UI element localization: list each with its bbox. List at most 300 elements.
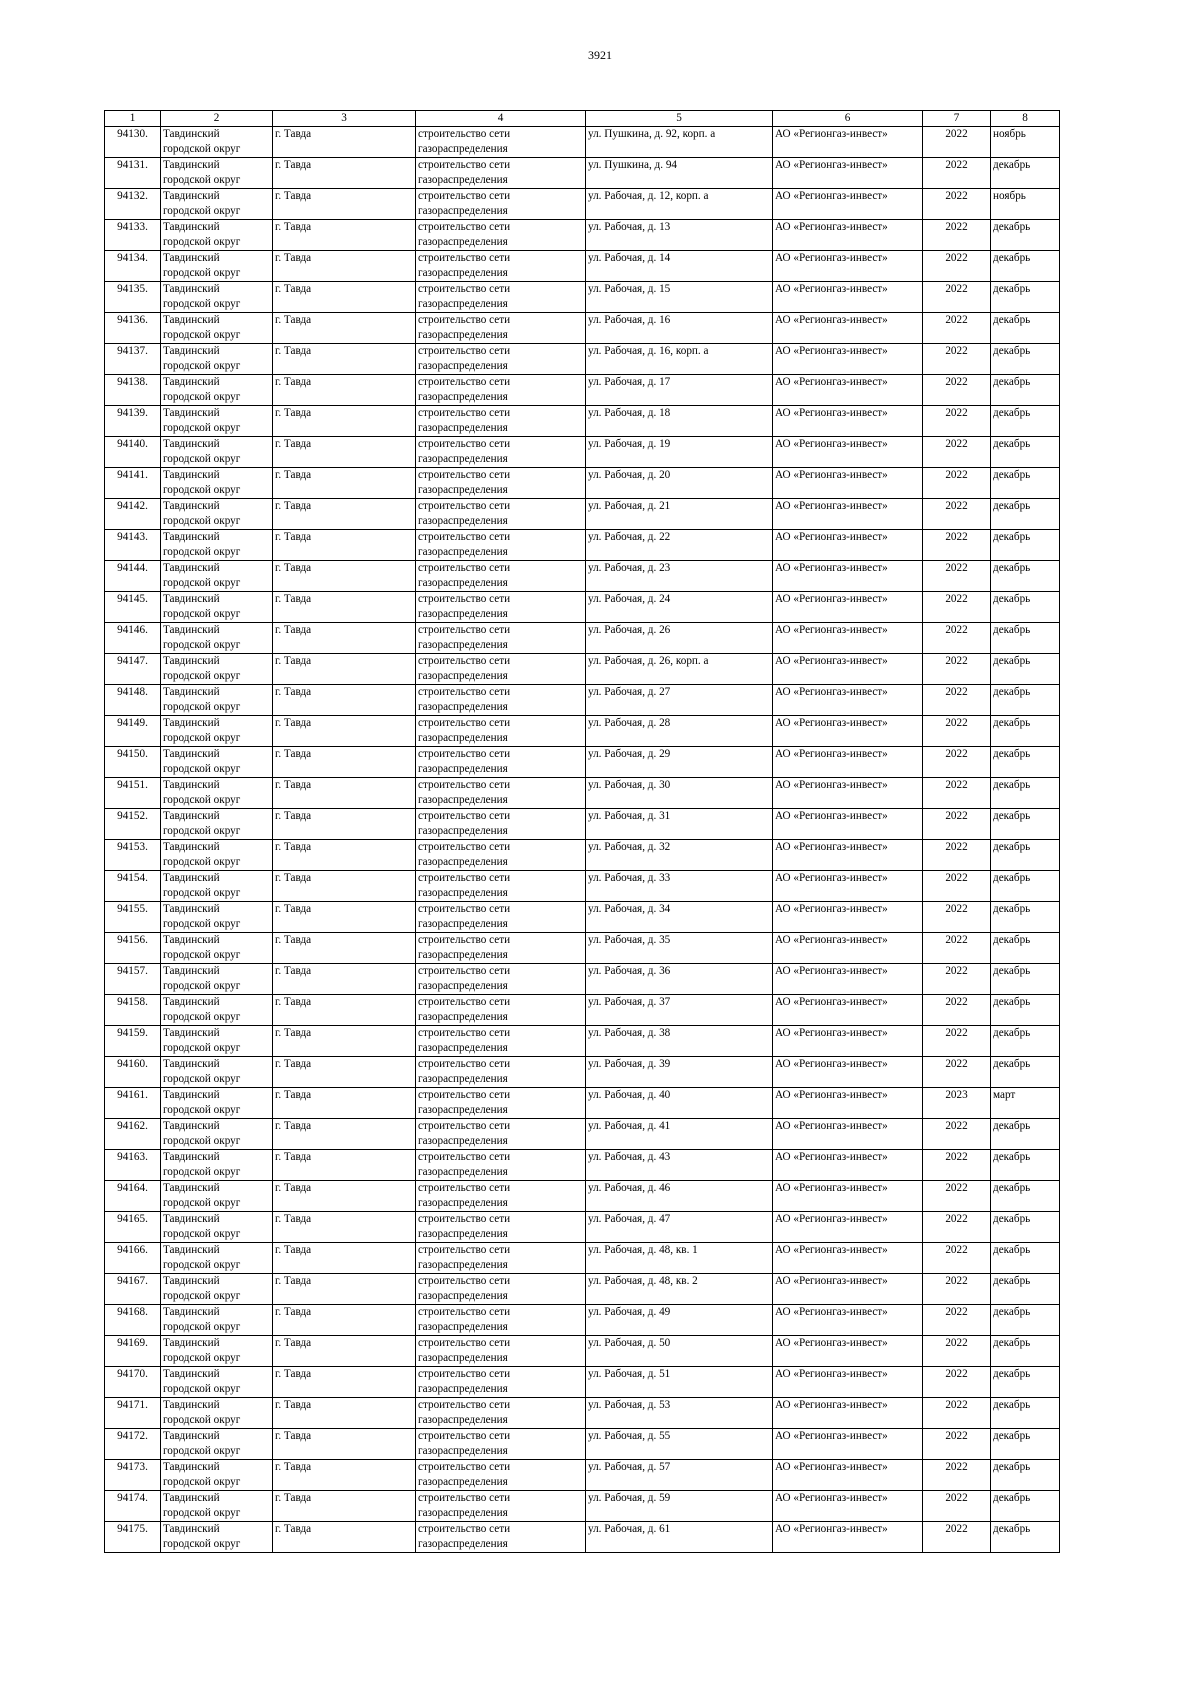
work-type-cell <box>416 1057 586 1088</box>
cell-line: газораспределения <box>418 515 508 527</box>
cell-line: Тавдинский <box>163 934 220 946</box>
month-cell: декабрь <box>991 995 1060 1026</box>
cell-line: газораспределения <box>418 825 508 837</box>
address-cell: ул. Рабочая, д. 15 <box>586 282 773 313</box>
table-row <box>105 1336 1060 1367</box>
district-cell <box>161 530 273 561</box>
row-number-cell: 94161. <box>105 1088 161 1119</box>
cell-line: Тавдинский <box>163 128 220 140</box>
address-cell: ул. Рабочая, д. 40 <box>586 1088 773 1119</box>
address-cell: ул. Рабочая, д. 55 <box>586 1429 773 1460</box>
district-cell <box>161 685 273 716</box>
cell-line: строительство сети <box>418 655 511 667</box>
cell-line: газораспределения <box>418 236 508 248</box>
month-cell: декабрь <box>991 623 1060 654</box>
cell-line: строительство сети <box>418 996 511 1008</box>
cell-line: Тавдинский <box>163 1089 220 1101</box>
address-cell: ул. Рабочая, д. 41 <box>586 1119 773 1150</box>
year-cell: 2022 <box>923 437 991 468</box>
table-row <box>105 592 1060 623</box>
cell-line: городской округ <box>163 639 241 651</box>
organization-cell: АО «Регионгаз-инвест» <box>773 809 923 840</box>
row-number-cell: 94135. <box>105 282 161 313</box>
cell-line: строительство сети <box>418 686 511 698</box>
month-cell: декабрь <box>991 933 1060 964</box>
district-cell <box>161 1336 273 1367</box>
address-cell: ул. Рабочая, д. 21 <box>586 499 773 530</box>
cell-line: строительство сети <box>418 934 511 946</box>
month-cell: декабрь <box>991 561 1060 592</box>
row-number-cell: 94152. <box>105 809 161 840</box>
locality-cell: г. Тавда <box>273 468 416 499</box>
column-header: 3 <box>273 111 416 127</box>
district-cell <box>161 468 273 499</box>
district-cell <box>161 220 273 251</box>
work-type-cell <box>416 1274 586 1305</box>
cell-line: газораспределения <box>418 980 508 992</box>
work-type-cell <box>416 375 586 406</box>
table-row <box>105 313 1060 344</box>
year-cell: 2022 <box>923 1398 991 1429</box>
district-cell <box>161 1212 273 1243</box>
table-body <box>105 111 1060 1553</box>
month-cell: декабрь <box>991 871 1060 902</box>
row-number-cell: 94143. <box>105 530 161 561</box>
row-number-cell: 94145. <box>105 592 161 623</box>
locality-cell: г. Тавда <box>273 747 416 778</box>
locality-cell: г. Тавда <box>273 1429 416 1460</box>
column-number-row <box>105 111 1060 127</box>
year-cell: 2022 <box>923 499 991 530</box>
locality-cell: г. Тавда <box>273 561 416 592</box>
address-cell: ул. Пушкина, д. 92, корп. а <box>586 127 773 158</box>
table-row <box>105 499 1060 530</box>
organization-cell: АО «Регионгаз-инвест» <box>773 1181 923 1212</box>
cell-line: Тавдинский <box>163 1368 220 1380</box>
column-header: 8 <box>991 111 1060 127</box>
table-row <box>105 995 1060 1026</box>
district-cell <box>161 623 273 654</box>
year-cell: 2022 <box>923 747 991 778</box>
organization-cell: АО «Регионгаз-инвест» <box>773 964 923 995</box>
page-number: 3921 <box>588 48 612 62</box>
cell-line: Тавдинский <box>163 810 220 822</box>
cell-line: городской округ <box>163 670 241 682</box>
cell-line: Тавдинский <box>163 190 220 202</box>
cell-line: строительство сети <box>418 593 511 605</box>
locality-cell: г. Тавда <box>273 809 416 840</box>
organization-cell: АО «Регионгаз-инвест» <box>773 778 923 809</box>
cell-line: Тавдинский <box>163 159 220 171</box>
cell-line: газораспределения <box>418 732 508 744</box>
table-row <box>105 1274 1060 1305</box>
cell-line: газораспределения <box>418 918 508 930</box>
cell-line: городской округ <box>163 391 241 403</box>
month-cell: декабрь <box>991 530 1060 561</box>
organization-cell: АО «Регионгаз-инвест» <box>773 1212 923 1243</box>
cell-line: городской округ <box>163 1445 241 1457</box>
month-cell: декабрь <box>991 1460 1060 1491</box>
locality-cell: г. Тавда <box>273 1367 416 1398</box>
month-cell: декабрь <box>991 499 1060 530</box>
cell-line: строительство сети <box>418 717 511 729</box>
work-type-cell <box>416 871 586 902</box>
district-cell <box>161 1274 273 1305</box>
month-cell: декабрь <box>991 406 1060 437</box>
district-cell <box>161 1088 273 1119</box>
month-cell: декабрь <box>991 747 1060 778</box>
locality-cell: г. Тавда <box>273 1274 416 1305</box>
row-number-cell: 94175. <box>105 1522 161 1553</box>
organization-cell: АО «Регионгаз-инвест» <box>773 499 923 530</box>
table-row <box>105 1398 1060 1429</box>
work-type-cell <box>416 1367 586 1398</box>
district-cell <box>161 1429 273 1460</box>
row-number-cell: 94164. <box>105 1181 161 1212</box>
year-cell: 2022 <box>923 1429 991 1460</box>
table-row <box>105 654 1060 685</box>
table-row <box>105 1088 1060 1119</box>
address-cell: ул. Рабочая, д. 51 <box>586 1367 773 1398</box>
cell-line: Тавдинский <box>163 1244 220 1256</box>
address-cell: ул. Рабочая, д. 59 <box>586 1491 773 1522</box>
address-cell: ул. Рабочая, д. 46 <box>586 1181 773 1212</box>
table-row <box>105 1026 1060 1057</box>
district-cell <box>161 747 273 778</box>
table-row <box>105 189 1060 220</box>
locality-cell: г. Тавда <box>273 1491 416 1522</box>
district-cell <box>161 1181 273 1212</box>
address-cell: ул. Рабочая, д. 53 <box>586 1398 773 1429</box>
year-cell: 2022 <box>923 468 991 499</box>
table-row <box>105 1367 1060 1398</box>
table-row <box>105 1305 1060 1336</box>
cell-line: строительство сети <box>418 1058 511 1070</box>
organization-cell: АО «Регионгаз-инвест» <box>773 468 923 499</box>
organization-cell: АО «Регионгаз-инвест» <box>773 375 923 406</box>
cell-line: Тавдинский <box>163 1523 220 1535</box>
district-cell <box>161 871 273 902</box>
work-type-cell <box>416 654 586 685</box>
cell-line: городской округ <box>163 1104 241 1116</box>
table-row <box>105 1460 1060 1491</box>
cell-line: городской округ <box>163 1228 241 1240</box>
table-row <box>105 1119 1060 1150</box>
cell-line: городской округ <box>163 856 241 868</box>
month-cell: декабрь <box>991 1429 1060 1460</box>
district-cell <box>161 344 273 375</box>
month-cell: декабрь <box>991 158 1060 189</box>
address-cell: ул. Рабочая, д. 38 <box>586 1026 773 1057</box>
locality-cell: г. Тавда <box>273 1181 416 1212</box>
work-type-cell <box>416 933 586 964</box>
work-type-cell <box>416 1026 586 1057</box>
locality-cell: г. Тавда <box>273 1150 416 1181</box>
month-cell: ноябрь <box>991 127 1060 158</box>
cell-line: городской округ <box>163 1259 241 1271</box>
district-cell <box>161 933 273 964</box>
year-cell: 2022 <box>923 1336 991 1367</box>
locality-cell: г. Тавда <box>273 1119 416 1150</box>
month-cell: декабрь <box>991 1491 1060 1522</box>
organization-cell: АО «Регионгаз-инвест» <box>773 871 923 902</box>
table-row <box>105 1212 1060 1243</box>
work-type-cell <box>416 282 586 313</box>
locality-cell: г. Тавда <box>273 716 416 747</box>
cell-line: городской округ <box>163 1321 241 1333</box>
cell-line: городской округ <box>163 949 241 961</box>
year-cell: 2022 <box>923 189 991 220</box>
cell-line: Тавдинский <box>163 624 220 636</box>
cell-line: газораспределения <box>418 1259 508 1271</box>
table-row <box>105 716 1060 747</box>
work-type-cell <box>416 1119 586 1150</box>
cell-line: Тавдинский <box>163 593 220 605</box>
cell-line: Тавдинский <box>163 903 220 915</box>
locality-cell: г. Тавда <box>273 1336 416 1367</box>
address-cell: ул. Рабочая, д. 61 <box>586 1522 773 1553</box>
row-number-cell: 94165. <box>105 1212 161 1243</box>
work-type-cell <box>416 251 586 282</box>
cell-line: городской округ <box>163 236 241 248</box>
row-number-cell: 94151. <box>105 778 161 809</box>
organization-cell: АО «Регионгаз-инвест» <box>773 1026 923 1057</box>
organization-cell: АО «Регионгаз-инвест» <box>773 995 923 1026</box>
cell-line: газораспределения <box>418 298 508 310</box>
locality-cell: г. Тавда <box>273 1088 416 1119</box>
cell-line: газораспределения <box>418 1197 508 1209</box>
cell-line: строительство сети <box>418 531 511 543</box>
cell-line: городской округ <box>163 1166 241 1178</box>
year-cell: 2022 <box>923 1522 991 1553</box>
table-row <box>105 623 1060 654</box>
work-type-cell <box>416 592 586 623</box>
work-type-cell <box>416 840 586 871</box>
cell-line: газораспределения <box>418 1445 508 1457</box>
cell-line: строительство сети <box>418 1461 511 1473</box>
year-cell: 2022 <box>923 1150 991 1181</box>
address-cell: ул. Рабочая, д. 24 <box>586 592 773 623</box>
cell-line: газораспределения <box>418 391 508 403</box>
cell-line: городской округ <box>163 1507 241 1519</box>
locality-cell: г. Тавда <box>273 1057 416 1088</box>
cell-line: газораспределения <box>418 453 508 465</box>
cell-line: строительство сети <box>418 779 511 791</box>
address-cell: ул. Рабочая, д. 32 <box>586 840 773 871</box>
cell-line: Тавдинский <box>163 376 220 388</box>
month-cell: декабрь <box>991 778 1060 809</box>
cell-line: Тавдинский <box>163 562 220 574</box>
organization-cell: АО «Регионгаз-инвест» <box>773 282 923 313</box>
cell-line: газораспределения <box>418 577 508 589</box>
district-cell <box>161 809 273 840</box>
work-type-cell <box>416 809 586 840</box>
district-cell <box>161 1367 273 1398</box>
year-cell: 2022 <box>923 592 991 623</box>
month-cell: декабрь <box>991 902 1060 933</box>
work-type-cell <box>416 716 586 747</box>
row-number-cell: 94136. <box>105 313 161 344</box>
work-type-cell <box>416 902 586 933</box>
year-cell: 2022 <box>923 809 991 840</box>
row-number-cell: 94139. <box>105 406 161 437</box>
month-cell: декабрь <box>991 1305 1060 1336</box>
work-type-cell <box>416 747 586 778</box>
work-type-cell <box>416 1243 586 1274</box>
month-cell: март <box>991 1088 1060 1119</box>
year-cell: 2022 <box>923 964 991 995</box>
work-type-cell <box>416 1460 586 1491</box>
cell-line: газораспределения <box>418 1352 508 1364</box>
cell-line: Тавдинский <box>163 345 220 357</box>
work-type-cell <box>416 1522 586 1553</box>
cell-line: городской округ <box>163 1352 241 1364</box>
address-cell: ул. Рабочая, д. 33 <box>586 871 773 902</box>
table-row <box>105 375 1060 406</box>
cell-line: Тавдинский <box>163 1058 220 1070</box>
cell-line: строительство сети <box>418 1399 511 1411</box>
month-cell: декабрь <box>991 964 1060 995</box>
cell-line: Тавдинский <box>163 717 220 729</box>
row-number-cell: 94144. <box>105 561 161 592</box>
cell-line: газораспределения <box>418 1476 508 1488</box>
table-row <box>105 1491 1060 1522</box>
cell-line: Тавдинский <box>163 407 220 419</box>
work-type-cell <box>416 189 586 220</box>
organization-cell: АО «Регионгаз-инвест» <box>773 189 923 220</box>
district-cell <box>161 1522 273 1553</box>
year-cell: 2022 <box>923 654 991 685</box>
district-cell <box>161 1491 273 1522</box>
year-cell: 2022 <box>923 344 991 375</box>
month-cell: декабрь <box>991 592 1060 623</box>
address-cell: ул. Рабочая, д. 26 <box>586 623 773 654</box>
table-row <box>105 251 1060 282</box>
cell-line: газораспределения <box>418 1135 508 1147</box>
address-cell: ул. Рабочая, д. 19 <box>586 437 773 468</box>
cell-line: строительство сети <box>418 438 511 450</box>
row-number-cell: 94166. <box>105 1243 161 1274</box>
table-row <box>105 282 1060 313</box>
cell-line: Тавдинский <box>163 965 220 977</box>
cell-line: городской округ <box>163 1414 241 1426</box>
locality-cell: г. Тавда <box>273 1243 416 1274</box>
cell-line: Тавдинский <box>163 1430 220 1442</box>
year-cell: 2022 <box>923 1367 991 1398</box>
cell-line: городской округ <box>163 515 241 527</box>
cell-line: Тавдинский <box>163 221 220 233</box>
cell-line: строительство сети <box>418 500 511 512</box>
row-number-cell: 94153. <box>105 840 161 871</box>
organization-cell: АО «Регионгаз-инвест» <box>773 251 923 282</box>
cell-line: городской округ <box>163 918 241 930</box>
row-number-cell: 94158. <box>105 995 161 1026</box>
locality-cell: г. Тавда <box>273 344 416 375</box>
address-cell: ул. Рабочая, д. 48, кв. 2 <box>586 1274 773 1305</box>
cell-line: Тавдинский <box>163 1399 220 1411</box>
row-number-cell: 94170. <box>105 1367 161 1398</box>
row-number-cell: 94160. <box>105 1057 161 1088</box>
locality-cell: г. Тавда <box>273 685 416 716</box>
organization-cell: АО «Регионгаз-инвест» <box>773 1274 923 1305</box>
cell-line: Тавдинский <box>163 252 220 264</box>
cell-line: городской округ <box>163 577 241 589</box>
district-cell <box>161 1026 273 1057</box>
cell-line: строительство сети <box>418 1523 511 1535</box>
cell-line: городской округ <box>163 1290 241 1302</box>
month-cell: декабрь <box>991 1367 1060 1398</box>
organization-cell: АО «Регионгаз-инвест» <box>773 1522 923 1553</box>
organization-cell: АО «Регионгаз-инвест» <box>773 158 923 189</box>
column-header: 2 <box>161 111 273 127</box>
locality-cell: г. Тавда <box>273 840 416 871</box>
locality-cell: г. Тавда <box>273 1305 416 1336</box>
row-number-cell: 94167. <box>105 1274 161 1305</box>
cell-line: строительство сети <box>418 1244 511 1256</box>
organization-cell: АО «Регионгаз-инвест» <box>773 902 923 933</box>
year-cell: 2022 <box>923 1305 991 1336</box>
row-number-cell: 94163. <box>105 1150 161 1181</box>
cell-line: городской округ <box>163 887 241 899</box>
cell-line: городской округ <box>163 329 241 341</box>
cell-line: газораспределения <box>418 546 508 558</box>
organization-cell: АО «Регионгаз-инвест» <box>773 1119 923 1150</box>
work-type-cell <box>416 623 586 654</box>
cell-line: строительство сети <box>418 1275 511 1287</box>
organization-cell: АО «Регионгаз-инвест» <box>773 747 923 778</box>
cell-line: строительство сети <box>418 1368 511 1380</box>
row-number-cell: 94130. <box>105 127 161 158</box>
table-row <box>105 127 1060 158</box>
column-header: 6 <box>773 111 923 127</box>
month-cell: декабрь <box>991 809 1060 840</box>
cell-line: городской округ <box>163 360 241 372</box>
cell-line: Тавдинский <box>163 531 220 543</box>
district-cell <box>161 189 273 220</box>
table-row <box>105 1522 1060 1553</box>
cell-line: газораспределения <box>418 1290 508 1302</box>
organization-cell: АО «Регионгаз-инвест» <box>773 127 923 158</box>
month-cell: декабрь <box>991 437 1060 468</box>
month-cell: декабрь <box>991 1212 1060 1243</box>
table-row <box>105 747 1060 778</box>
cell-line: строительство сети <box>418 810 511 822</box>
table-row <box>105 1181 1060 1212</box>
address-cell: ул. Рабочая, д. 13 <box>586 220 773 251</box>
cell-line: газораспределения <box>418 1228 508 1240</box>
cell-line: газораспределения <box>418 1414 508 1426</box>
cell-line: Тавдинский <box>163 1306 220 1318</box>
cell-line: строительство сети <box>418 283 511 295</box>
cell-line: городской округ <box>163 980 241 992</box>
cell-line: городской округ <box>163 732 241 744</box>
cell-line: строительство сети <box>418 376 511 388</box>
year-cell: 2022 <box>923 530 991 561</box>
address-cell: ул. Рабочая, д. 30 <box>586 778 773 809</box>
organization-cell: АО «Регионгаз-инвест» <box>773 1336 923 1367</box>
cell-line: строительство сети <box>418 1213 511 1225</box>
address-cell: ул. Рабочая, д. 12, корп. а <box>586 189 773 220</box>
cell-line: строительство сети <box>418 221 511 233</box>
cell-line: газораспределения <box>418 267 508 279</box>
table-row <box>105 437 1060 468</box>
cell-line: городской округ <box>163 546 241 558</box>
month-cell: декабрь <box>991 685 1060 716</box>
cell-line: Тавдинский <box>163 500 220 512</box>
table-row <box>105 964 1060 995</box>
month-cell: декабрь <box>991 1336 1060 1367</box>
row-number-cell: 94168. <box>105 1305 161 1336</box>
